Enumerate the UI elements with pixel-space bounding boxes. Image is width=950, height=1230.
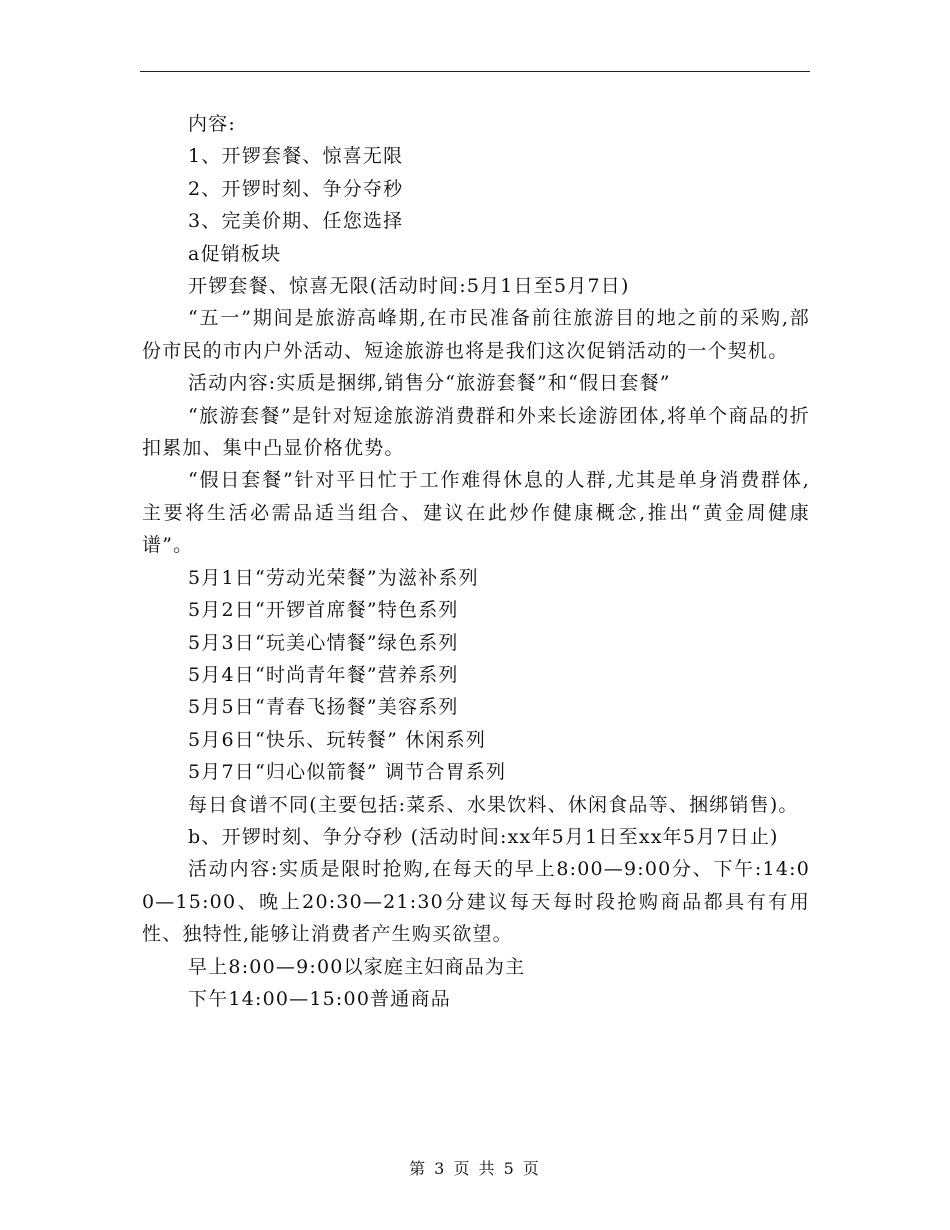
paragraph: 3、完美价期、任您选择 <box>188 210 404 233</box>
paragraph: 内容: <box>188 113 237 135</box>
paragraph: 5月2日“开锣首席餐”特色系列 <box>188 599 459 622</box>
header-rule <box>140 71 810 72</box>
paragraph: 5月7日“归心似箭餐” 调节合胃系列 <box>188 761 507 784</box>
paragraph: 活动内容:实质是捆绑,销售分“旅游套餐”和“假日套餐” <box>188 372 671 395</box>
paragraph: 5月5日“青春飞扬餐”美容系列 <box>188 696 459 719</box>
paragraph: 5月6日“快乐、玩转餐” 休闲系列 <box>188 728 487 751</box>
document-body <box>142 108 810 1015</box>
paragraph: 2、开锣时刻、争分夺秒 <box>188 177 404 200</box>
paragraph: 5月4日“时尚青年餐”营养系列 <box>188 663 459 686</box>
paragraph: 每日食谱不同(主要包括:菜系、水果饮料、休闲食品等、捆绑销售)。 <box>188 793 799 816</box>
paragraph: 开锣套餐、惊喜无限(活动时间:5月1日至5月7日) <box>188 275 630 298</box>
paragraph: 1、开锣套餐、惊喜无限 <box>188 145 404 168</box>
paragraph: 5月1日“劳动光荣餐”为滋补系列 <box>188 566 479 589</box>
paragraph: “旅游套餐”是针对短途旅游消费群和外来长途游团体,将单个商品的折扣累加、集中凸显价格优势。 <box>142 404 810 460</box>
paragraph: 下午14:00—15:00普通商品 <box>188 987 451 1010</box>
paragraph: b、开锣时刻、争分夺秒 (活动时间:xx年5月1日至xx年5月7日止) <box>188 825 779 848</box>
paragraph: 5月3日“玩美心情餐”绿色系列 <box>188 631 459 654</box>
paragraph: a促销板块 <box>188 242 282 265</box>
paragraph: “假日套餐”针对平日忙于工作难得休息的人群,尤其是单身消费群体,主要将生活必需品适当组合、建议在此炒作健康概念,推出“黄金周健康谱”。 <box>142 469 810 557</box>
paragraph: 活动内容:实质是限时抢购,在每天的早上8:00—9:00分、下午:14:00—15:00、晚上20:30—21:30分建议每天每时段抢购商品都具有有用性、独特性,能够让消费者产生购买欲望。 <box>142 858 810 946</box>
paragraph: “五一”期间是旅游高峰期,在市民准备前往旅游目的地之前的采购,部份市民的市内户外活动、短途旅游也将是我们这次促销活动的一个契机。 <box>142 307 810 362</box>
paragraph: 早上8:00—9:00以家庭主妇商品为主 <box>188 955 526 978</box>
page-number-footer: 第 3 页 共 5 页 <box>409 1159 541 1178</box>
